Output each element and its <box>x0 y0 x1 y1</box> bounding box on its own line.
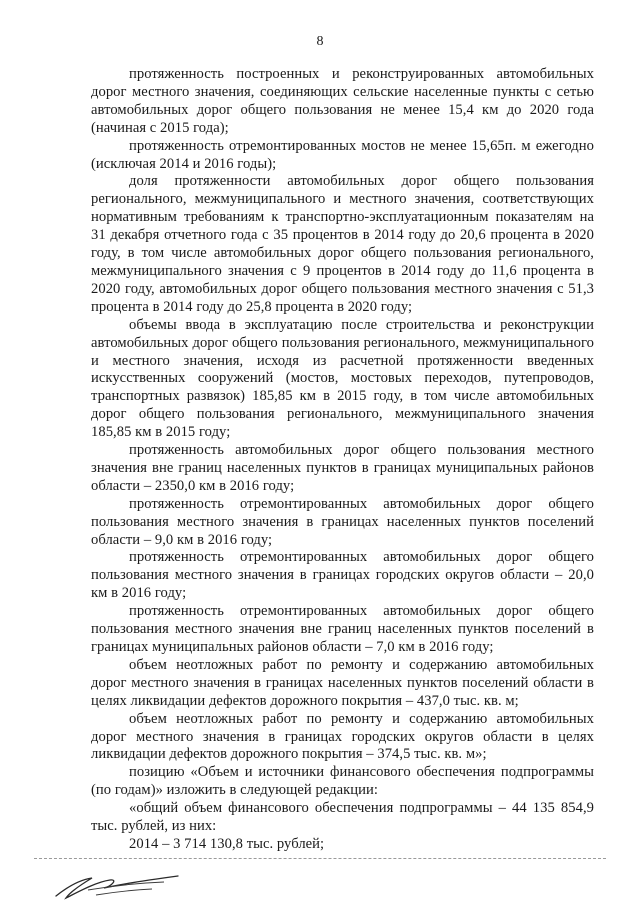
paragraph-financing-2014: 2014 – 3 714 130,8 тыс. рублей; <box>129 835 325 852</box>
paragraph-urgent-works-settlements: объем неотложных работ по ремонту и содержанию автомобильных дорог местного значения в границах населенных пунктов поселений области в целях ликвидации дефектов дорожного покрытия – 437,0 тыс. кв. м; <box>91 656 594 709</box>
paragraph-repaired-districts: протяженность отремонтированных автомобильных дорог общего пользования местного значения вне границ населенных пунктов поселений в границах муниципальных районов области – 7,0 км в 2016 году; <box>91 603 594 655</box>
paragraph-urgent-works-urban: объем неотложных работ по ремонту и содержанию автомобильных дорог местного значения в границах городских округов области в целях ликвидации дефектов дорожного покрытия – 374,5 тыс. кв. м»; <box>91 710 594 763</box>
paragraph-repaired-settlements: протяженность отремонтированных автомобильных дорог общего пользования местного значения в границах населенных пунктов поселений области – 9,0 км в 2016 году; <box>91 495 594 548</box>
paragraph-total-financing: «общий объем финансового обеспечения подпрограммы – 44 135 854,9 тыс. рублей, из них: <box>91 800 594 835</box>
signature-icon <box>52 868 182 902</box>
footer-divider <box>34 858 606 859</box>
paragraph-bridges: протяженность отремонтированных мостов не менее 15,65п. м ежегодно (исключая 2014 и 2016 годы); <box>91 137 594 172</box>
paragraph-built-roads: протяженность построенных и реконструированных автомобильных дорог местного значения, соединяющих сельские населенные пункты с сетью автомобильных дорог общего пользования не менее 15,4 км до 2020 года (начиная с 2015 года); <box>91 66 594 136</box>
paragraph-local-roads-length: протяженность автомобильных дорог общего пользования местного значения вне границ населенных пунктов в границах муниципальных районов области – 2350,0 км в 2016 году; <box>91 442 594 494</box>
document-body <box>91 66 594 854</box>
paragraph-road-share: доля протяженности автомобильных дорог общего пользования регионального, межмуниципального и местного значения, соответствующих нормативным требованиям к транспортно-эксплуатационным показателям на 31 декабря отчетного года с 35 процентов в 2014 году до 20,6 процента в 2020 году, в том числе автомобильных дорог общего пользования регионального, межмуниципального значения с 9 процентов в 2014 году до 11,6 процента в 2020 году, автомобильных дорог общего пользования местного значения с 51,3 процента в 2014 году до 25,8 процента в 2020 году; <box>91 173 594 315</box>
paragraph-commissioning: объемы ввода в эксплуатацию после строительства и реконструкции автомобильных дорог общего пользования регионального, межмуниципального и местного значения, исходя из расчетной протяженности введенных искусственных сооружений (мостов, мостовых переходов, путепроводов, транспортных развязок) 185,85 км в 2015 году, в том числе автомобильных дорог общего пользования регионального, межмуниципального значения 185,85 км в 2015 году; <box>91 316 594 441</box>
page-number: 8 <box>316 34 324 49</box>
paragraph-position-instruction: позицию «Объем и источники финансового обеспечения подпрограммы (по годам)» изложить в следующей редакции: <box>91 764 594 799</box>
paragraph-repaired-urban: протяженность отремонтированных автомобильных дорог общего пользования местного значения в границах городских округов области – 20,0 км в 2016 году; <box>91 549 594 602</box>
